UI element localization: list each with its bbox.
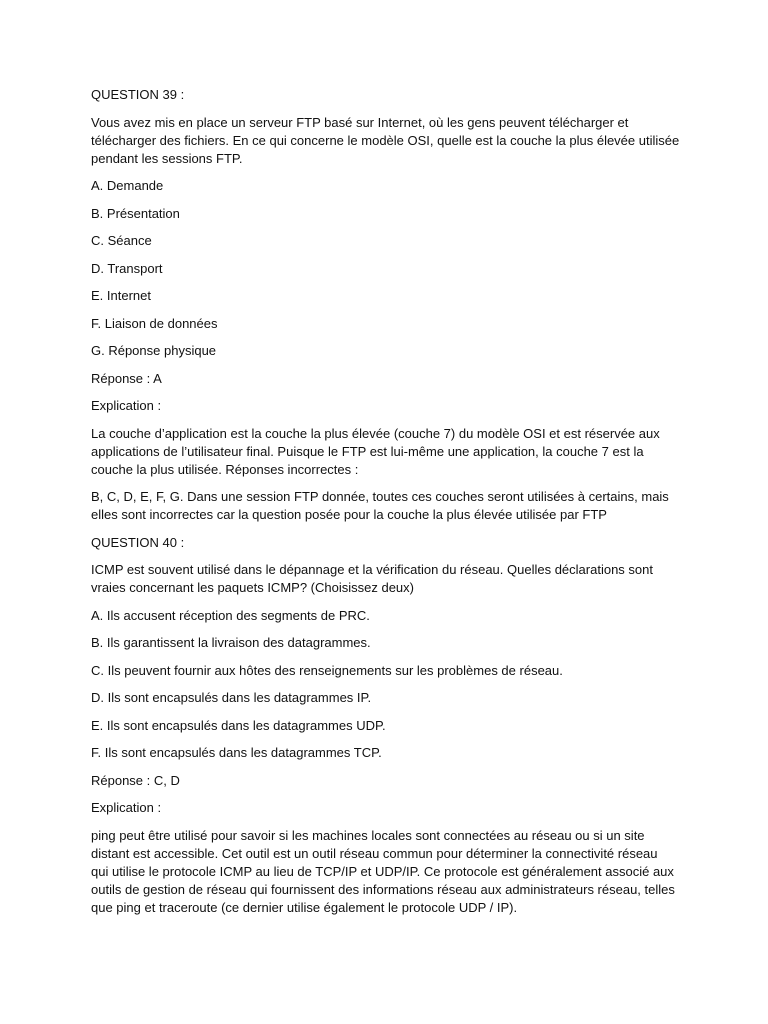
question-40-answer: Réponse : C, D	[91, 772, 180, 788]
question-39-incorrect-answers	[91, 488, 687, 524]
question-40-heading: QUESTION 40 :	[91, 534, 185, 550]
explanation-line: La couche d’application est la couche la plus élevée (couche 7) du modèle OSI et est réservée aux	[91, 425, 660, 441]
question-40-line: vraies concernant les paquets ICMP? (Choisissez deux)	[91, 580, 414, 595]
explanation-line: distant est accessible. Cet outil est un outil réseau commun pour déterminer la connectivité réseau	[91, 845, 658, 861]
question-39-option-c: C. Séance	[91, 233, 152, 248]
question-39-option-e: E. Internet	[91, 288, 151, 303]
explanation-line: outils de gestion de réseau qui fournissent des informations réseau aux administrateurs réseau, telles	[91, 881, 675, 897]
explanation-line: que ping et traceroute (ce dernier utilise également le protocole UDP / IP).	[91, 899, 518, 915]
explanation-line: couche la plus utilisée. Réponses incorrectes :	[91, 461, 359, 477]
question-40-option-b: B. Ils garantissent la livraison des datagrammes.	[91, 635, 371, 650]
question-40-line: ICMP est souvent utilisé dans le dépannage et la vérification du réseau. Quelles déclarations sont	[91, 562, 653, 577]
question-40-text	[91, 561, 687, 597]
incorrect-line: elles sont incorrectes car la question posée pour la couche la plus élevée utilisée par FTP	[91, 507, 607, 522]
question-39-explanation	[91, 425, 687, 479]
question-40-option-c: C. Ils peuvent fournir aux hôtes des renseignements sur les problèmes de réseau.	[91, 662, 563, 678]
question-39-text	[91, 114, 687, 168]
question-40-explanation-label: Explication :	[91, 800, 162, 815]
document-page	[91, 86, 687, 926]
question-39-option-b: B. Présentation	[91, 205, 180, 221]
incorrect-line: B, C, D, E, F, G. Dans une session FTP donnée, toutes ces couches seront utilisées à certains, mais	[91, 489, 669, 504]
question-39-line: Vous avez mis en place un serveur FTP basé sur Internet, où les gens peuvent télécharger et	[91, 114, 629, 130]
question-39-explanation-label: Explication :	[91, 398, 162, 413]
question-39-option-f: F. Liaison de données	[91, 315, 218, 331]
explanation-line: applications de l’utilisateur final. Puisque le FTP est lui-même une application, la couche 7 est la	[91, 443, 644, 459]
question-40-explanation	[91, 827, 687, 917]
question-39-answer: Réponse : A	[91, 370, 162, 386]
question-39-line: télécharger des fichiers. En ce qui concerne le modèle OSI, quelle est la couche la plus élevée utilisée	[91, 132, 680, 148]
explanation-line: ping peut être utilisé pour savoir si les machines locales sont connectées au réseau ou si un site	[91, 827, 645, 843]
explanation-line: qui utilise le protocole ICMP au lieu de TCP/IP et UDP/IP. Ce protocole est généralement associé aux	[91, 863, 674, 879]
question-40-option-f: F. Ils sont encapsulés dans les datagrammes TCP.	[91, 745, 382, 760]
question-39-option-a: A. Demande	[91, 178, 164, 193]
question-40-option-a: A. Ils accusent réception des segments de PRC.	[91, 607, 370, 623]
question-40-option-d: D. Ils sont encapsulés dans les datagrammes IP.	[91, 690, 372, 705]
question-39-option-g: G. Réponse physique	[91, 343, 217, 358]
question-39-heading: QUESTION 39 :	[91, 87, 185, 102]
question-39-line: pendant les sessions FTP.	[91, 150, 243, 166]
question-39-option-d: D. Transport	[91, 260, 163, 276]
question-40-option-e: E. Ils sont encapsulés dans les datagrammes UDP.	[91, 717, 386, 733]
